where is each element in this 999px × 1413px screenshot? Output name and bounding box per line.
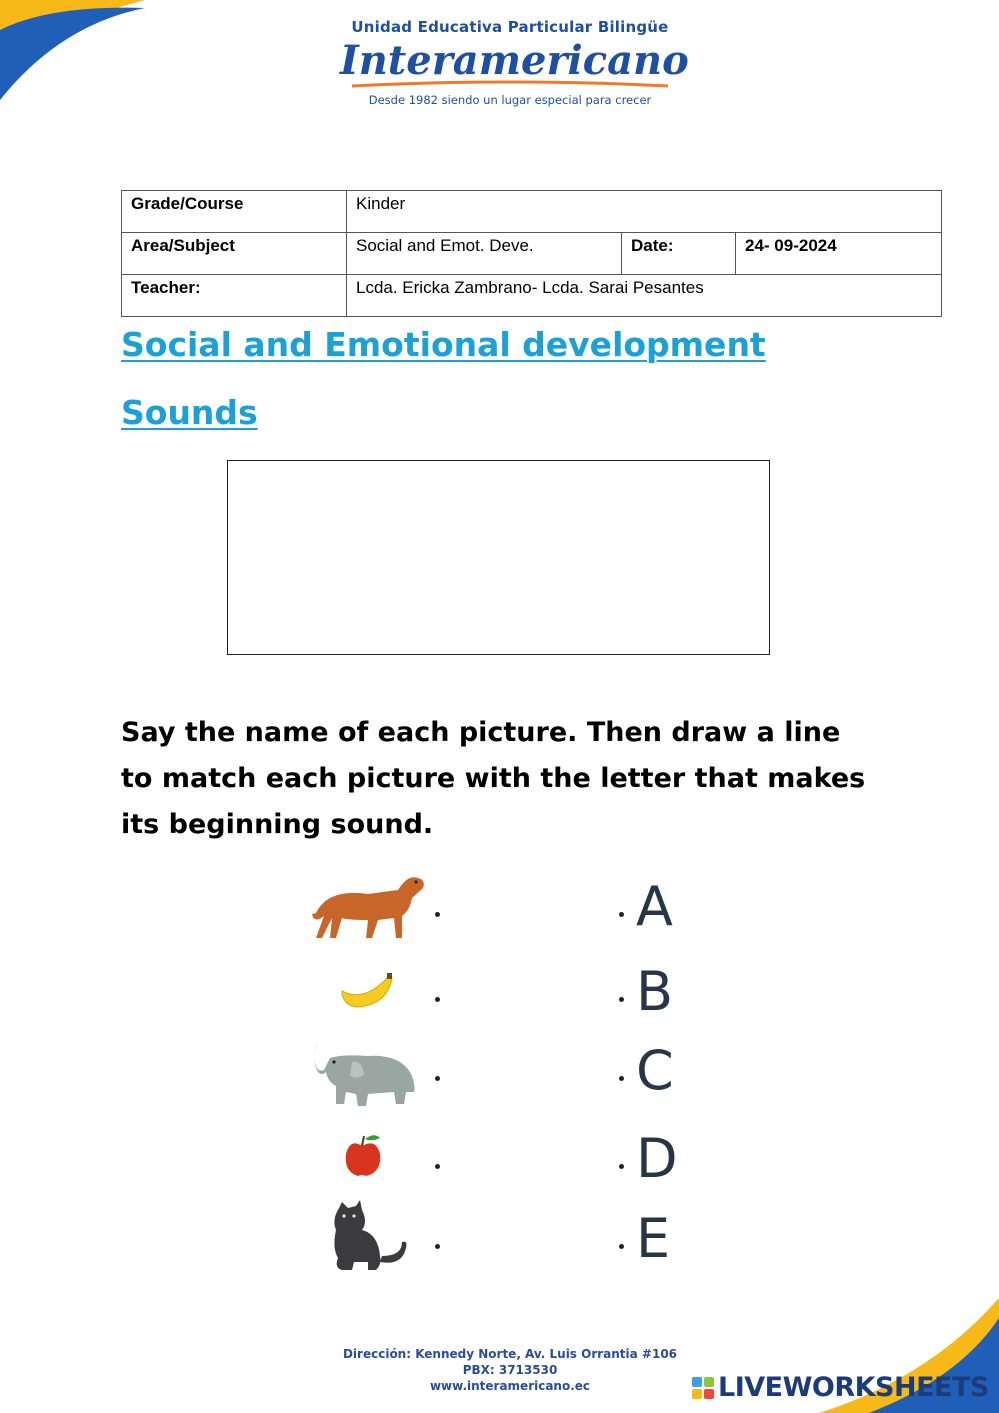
school-logo	[340, 18, 689, 107]
match-row-apple	[298, 1120, 698, 1190]
matching-activity	[298, 860, 698, 1280]
match-row-elephant	[298, 1032, 698, 1112]
table-row	[122, 233, 942, 275]
banana-icon	[298, 953, 433, 1023]
match-row-dog	[298, 868, 698, 938]
liveworksheets-watermark	[692, 1372, 989, 1403]
instructions-text: Say the name of each picture. Then draw a line to match each picture with the letter that makes its beginning sound.	[121, 717, 866, 840]
school-name: Unidad Educativa Particular Bilingüe	[351, 18, 669, 36]
footer-phone: PBX: 3713530	[462, 1363, 558, 1377]
match-dot-left[interactable]	[435, 997, 440, 1002]
liveworksheets-logo-icon	[692, 1377, 714, 1399]
footer	[330, 1346, 690, 1394]
match-dot-left[interactable]	[435, 1244, 440, 1249]
match-dot-right[interactable]	[619, 1076, 624, 1081]
empty-content-box	[227, 460, 770, 655]
match-dot-right[interactable]	[619, 1244, 624, 1249]
area-label: Area/Subject	[122, 233, 347, 275]
letter-b: B	[636, 960, 674, 1023]
teacher-label: Teacher:	[122, 275, 347, 317]
match-dot-left[interactable]	[435, 1164, 440, 1169]
match-dot-right[interactable]	[619, 1164, 624, 1169]
corner-decoration-top-left	[0, 0, 145, 105]
dog-icon	[298, 868, 433, 938]
letter-d: D	[636, 1127, 678, 1190]
footer-address: Dirección: Kennedy Norte, Av. Luis Orrantia #106	[342, 1347, 678, 1361]
area-value: Social and Emot. Deve.	[347, 233, 622, 275]
info-table	[121, 190, 942, 317]
school-slogan: Desde 1982 siendo un lugar especial para crecer	[368, 93, 652, 107]
apple-icon	[298, 1120, 433, 1190]
page-title: Social and Emotional development	[121, 325, 766, 364]
teacher-value: Lcda. Ericka Zambrano- Lcda. Sarai Pesantes	[347, 275, 942, 317]
grade-value: Kinder	[347, 191, 942, 233]
match-row-banana	[298, 953, 698, 1023]
table-row	[122, 191, 942, 233]
letter-c: C	[636, 1039, 674, 1102]
page-subtitle: Sounds	[121, 393, 258, 432]
match-dot-right[interactable]	[619, 912, 624, 917]
letter-e: E	[636, 1207, 671, 1270]
match-dot-right[interactable]	[619, 997, 624, 1002]
footer-website[interactable]: www.interamericano.ec	[429, 1379, 591, 1393]
match-dot-left[interactable]	[435, 1076, 440, 1081]
date-value: 24- 09-2024	[736, 233, 942, 275]
liveworksheets-text: LIVEWORKSHEETS	[718, 1372, 989, 1403]
letter-a: A	[636, 875, 673, 938]
match-row-cat	[298, 1200, 698, 1275]
table-row	[122, 275, 942, 317]
grade-label: Grade/Course	[122, 191, 347, 233]
cat-icon	[298, 1200, 433, 1275]
match-dot-left[interactable]	[435, 912, 440, 917]
elephant-icon	[298, 1032, 433, 1112]
brand-name: Interamericano	[340, 37, 689, 84]
date-label: Date:	[622, 233, 736, 275]
